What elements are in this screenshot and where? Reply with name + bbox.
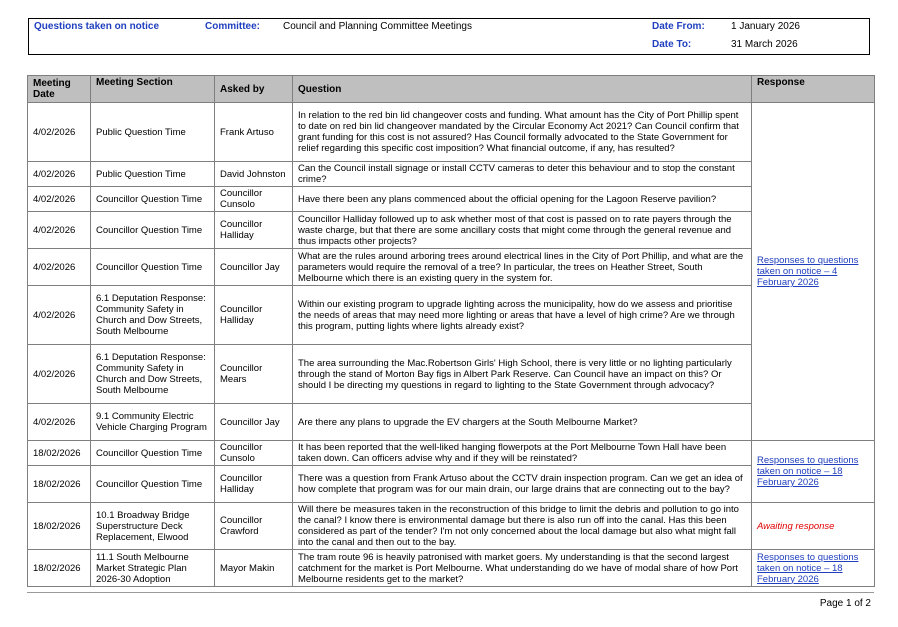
- row-date: 4/02/2026: [28, 249, 91, 286]
- row-question: It has been reported that the well-liked hanging flowerpots at the Port Melbourne Town Hall have been taken down. Can officers advise why and if they will be reinstated?: [293, 441, 752, 466]
- row-question: What are the rules around arboring trees around electrical lines in the City of Port Phillip, and what are the parameters would require the removal of a tree? In particular, the trees on Heather Street, South Melbourne which there is an existing query in the system for.: [293, 249, 752, 286]
- row-question: In relation to the red bin lid changeover costs and funding. What amount has the City of Port Phillip spent to date on red bin lid changeover mandated by the Circular Economy Act 2021? Can Council confirm that grant funding for this cost is not assured? Has Council formally advocated to the State Government for relief regarding this specific cost imposition? What financial outcome, if any, has resulted?: [293, 103, 752, 162]
- row-date: 4/02/2026: [28, 187, 91, 212]
- page-number: Page 1 of 2: [819, 598, 871, 609]
- row-section: 9.1 Community Electric Vehicle Charging Program: [91, 404, 215, 441]
- row-section: Councillor Question Time: [91, 249, 215, 286]
- response-link-18-feb[interactable]: Responses to questions taken on notice – 18 February 2026: [757, 455, 859, 488]
- row-asked-by: Councillor Jay: [215, 249, 293, 286]
- awaiting-response-text: Awaiting response: [757, 520, 835, 532]
- row-date: 4/02/2026: [28, 212, 91, 249]
- report-header: [28, 18, 870, 55]
- col-asked-by: Asked by: [215, 76, 293, 103]
- row-date: 18/02/2026: [28, 550, 91, 587]
- table-row: [28, 503, 875, 550]
- response-link-18-feb-2[interactable]: Responses to questions taken on notice – 18 February 2026: [757, 551, 859, 585]
- row-asked-by: Mayor Makin: [215, 550, 293, 587]
- questions-table: [27, 75, 875, 587]
- report-title: Questions taken on notice: [34, 21, 160, 32]
- row-asked-by: Councillor Halliday: [215, 212, 293, 249]
- response-link-4-feb[interactable]: Responses to questions taken on notice – 4 February 2026: [757, 255, 859, 288]
- row-section: 10.1 Broadway Bridge Superstructure Deck Replacement, Elwood: [91, 503, 215, 550]
- row-asked-by: David Johnston: [215, 162, 293, 187]
- row-date: 4/02/2026: [28, 162, 91, 187]
- committee-label: Committee:: [205, 21, 261, 32]
- table-row: [28, 162, 875, 187]
- row-section: 6.1 Deputation Response: Community Safety in Church and Dow Streets, South Melbourne: [91, 286, 215, 345]
- row-section: Public Question Time: [91, 103, 215, 162]
- row-asked-by: Councillor Halliday: [215, 466, 293, 503]
- table-row: [28, 404, 875, 441]
- row-date: 18/02/2026: [28, 503, 91, 550]
- date-from-label: Date From:: [652, 21, 705, 32]
- row-date: 4/02/2026: [28, 103, 91, 162]
- row-asked-by: Councillor Cunsolo: [215, 441, 293, 466]
- row-question: Have there been any plans commenced about the official opening for the Lagoon Reserve pavilion?: [293, 187, 752, 212]
- row-asked-by: Councillor Jay: [215, 404, 293, 441]
- row-asked-by: Councillor Crawford: [215, 503, 293, 550]
- row-question: Can the Council install signage or install CCTV cameras to deter this behaviour and to stop the constant crime?: [293, 162, 752, 187]
- table-row: [28, 249, 875, 286]
- row-asked-by: Councillor Mears: [215, 345, 293, 404]
- table-row: [28, 286, 875, 345]
- row-asked-by: Frank Artuso: [215, 103, 293, 162]
- table-row: [28, 550, 875, 587]
- row-question: The tram route 96 is heavily patronised with market goers. My understanding is that the second largest catchment for the market is Port Melbourne. What understanding do we have of modal share of how Port Melbourne residents get to the market?: [293, 550, 752, 587]
- table-header-row: [28, 76, 875, 103]
- row-section: 6.1 Deputation Response: Community Safety in Church and Dow Streets, South Melbourne: [91, 345, 215, 404]
- col-meeting-section: Meeting Section: [91, 76, 215, 103]
- table-row: [28, 466, 875, 503]
- response-cell: [752, 103, 875, 441]
- table-row: [28, 187, 875, 212]
- row-section: Councillor Question Time: [91, 187, 215, 212]
- row-question: The area surrounding the Mac.Robertson Girls' High School, there is very little or no lighting particularly through the stand of Morton Bay figs in Albert Park Reserve. Can Council have an impact on this? Or should I be directing my questions in regard to lighting to the State Government through advocacy?: [293, 345, 752, 404]
- table-row: [28, 103, 875, 162]
- table-row: [28, 212, 875, 249]
- date-from-value: 1 January 2026: [731, 21, 800, 32]
- row-date: 4/02/2026: [28, 286, 91, 345]
- row-date: 4/02/2026: [28, 345, 91, 404]
- col-question: Question: [293, 76, 752, 103]
- col-response: Response: [752, 76, 875, 103]
- row-question: There was a question from Frank Artuso about the CCTV drain inspection program. Can we get an idea of how complete that program was for our main drain, our large drains that are connecting out to the bay?: [293, 466, 752, 503]
- row-section: 11.1 South Melbourne Market Strategic Plan 2026-30 Adoption: [91, 550, 215, 587]
- row-question: Councillor Halliday followed up to ask whether most of that cost is passed on to rate payers through the waste charge, but that there are some ancillary costs that might come through the general revenue and thus impacts other projects?: [293, 212, 752, 249]
- row-asked-by: Councillor Cunsolo: [215, 187, 293, 212]
- row-question: Are there any plans to upgrade the EV chargers at the South Melbourne Market?: [293, 404, 752, 441]
- row-question: Within our existing program to upgrade lighting across the municipality, how do we assess and prioritise the needs of areas that may need more lighting or areas that have a level of high crime? Are we through this program, putting lights where lights already exist?: [293, 286, 752, 345]
- row-date: 18/02/2026: [28, 466, 91, 503]
- row-date: 4/02/2026: [28, 404, 91, 441]
- response-cell: [752, 550, 875, 587]
- response-cell: [752, 503, 875, 550]
- date-to-value: 31 March 2026: [731, 39, 798, 50]
- row-section: Public Question Time: [91, 162, 215, 187]
- row-section: Councillor Question Time: [91, 212, 215, 249]
- response-cell: [752, 441, 875, 503]
- col-meeting-date: Meeting Date: [28, 76, 91, 103]
- row-section: Councillor Question Time: [91, 441, 215, 466]
- date-to-label: Date To:: [652, 39, 692, 50]
- row-asked-by: Councillor Halliday: [215, 286, 293, 345]
- table-row: [28, 441, 875, 466]
- committee-value: Council and Planning Committee Meetings: [283, 21, 472, 32]
- table-row: [28, 345, 875, 404]
- row-date: 18/02/2026: [28, 441, 91, 466]
- row-section: Councillor Question Time: [91, 466, 215, 503]
- footer-divider: [27, 592, 874, 593]
- row-question: Will there be measures taken in the reconstruction of this bridge to limit the debris and pollution to go into the canal? I know there is environmental damage but there is also run off into the canal. Has this been considered as part of the tender? I'm not only concerned about the local damage but also what might fall into the canal and then out to the bay.: [293, 503, 752, 550]
